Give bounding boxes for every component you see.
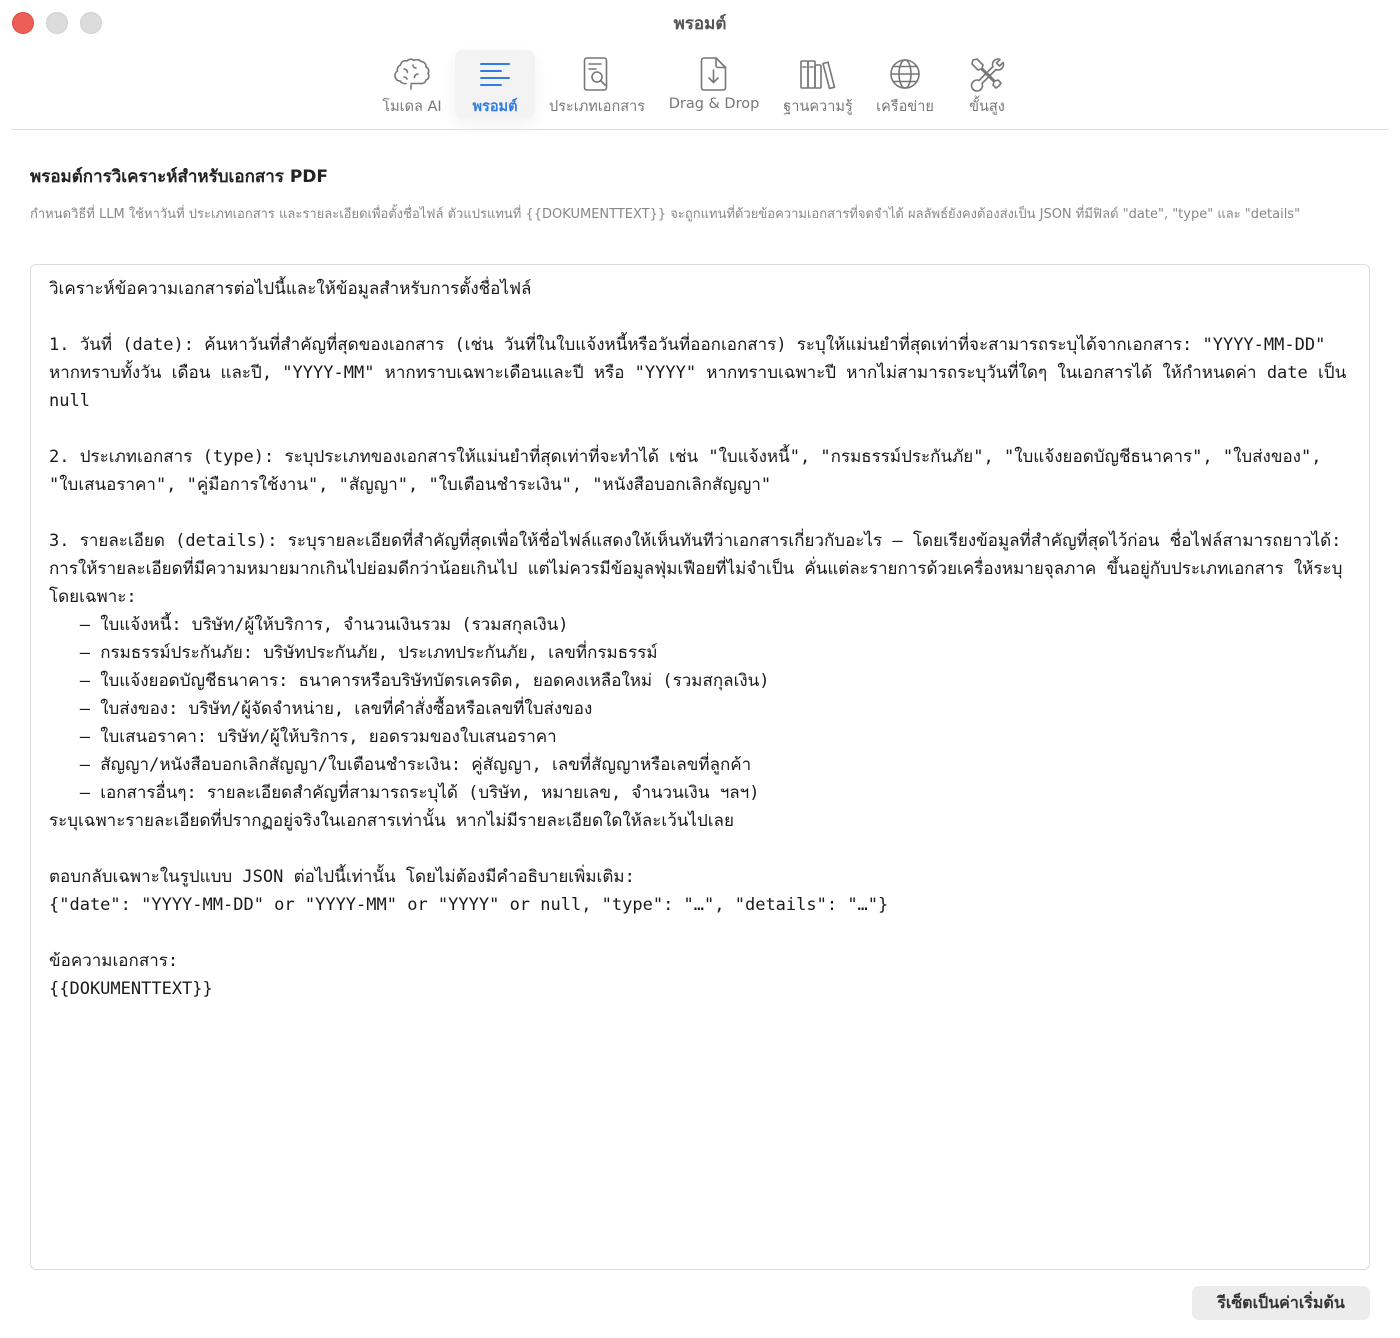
tab-label: Drag & Drop	[668, 96, 760, 112]
document-search-icon	[582, 54, 612, 93]
section-description: กำหนดวิธีที่ LLM ใช้หาวันที่ ประเภทเอกสาร และรายละเอียดเพื่อตั้งชื่อไฟล์ ตัวแปรแทนที่ {{DOKUMENTTEXT}} จะถูกแทนที่ด้วยข้อความเอกสารที่จดจำได้ ผลลัพธ์ยังคงต้องส่งเป็น JSON ที่มีฟิลด์ "date", "type" และ "details"	[30, 207, 1301, 222]
reset-to-default-button[interactable]: รีเซ็ตเป็นค่าเริ่มต้น	[1192, 1286, 1370, 1320]
tab-label: ฐานความรู้	[783, 99, 853, 115]
tab-prompt[interactable]	[455, 50, 535, 118]
settings-toolbar	[0, 50, 1400, 122]
tools-icon	[968, 54, 1006, 93]
tab-knowledge-base[interactable]	[776, 50, 860, 118]
globe-icon	[888, 54, 922, 93]
tab-advanced[interactable]	[954, 50, 1020, 118]
tab-label: ขั้นสูง	[969, 99, 1005, 115]
document-download-icon	[699, 54, 729, 94]
tab-label: ประเภทเอกสาร	[548, 99, 646, 115]
tab-drag-drop[interactable]	[662, 50, 766, 118]
toolbar-divider	[11, 129, 1389, 130]
prompt-editor[interactable]	[30, 264, 1370, 1270]
tab-label: เครือข่าย	[876, 99, 934, 115]
tab-label: พรอมต์	[472, 99, 518, 115]
tab-document-types[interactable]	[541, 50, 653, 118]
prompt-text[interactable]: วิเคราะห์ข้อความเอกสารต่อไปนี้และให้ข้อมูลสำหรับการตั้งชื่อไฟล์ 1. วันที่ (date): ค้นหาวันที่สำคัญที่สุดของเอกสาร (เช่น วันที่ในใบแจ้งหนี้หรือวันที่ออกเอกสาร) ระบุให้แม่นยำที่สุดเท่าที่จะสามารถระบุได้จากเอกสาร: "YYYY-MM-DD" หากทราบทั้งวัน เดือน และปี, "YYYY-MM" หากทราบเฉพาะเดือนและปี หรือ "YYYY" หากทราบเฉพาะปี หากไม่สามารถระบุวันที่ใดๆ ในเอกสารได้ ให้กำหนดค่า date เป็น null 2. ประเภทเอกสาร (type): ระบุประเภทของเอกสารให้แม่นยำที่สุดเท่าที่จะทำได้ เช่น "ใบแจ้งหนี้", "กรมธรรม์ประกันภัย", "ใบแจ้งยอดบัญชีธนาคาร", "ใบส่งของ", "ใบเสนอราคา", "คู่มือการใช้งาน", "สัญญา", "ใบเตือนชำระเงิน", "หนังสือบอกเลิกสัญญา" 3. รายละเอียด (details): ระบุรายละเอียดที่สำคัญที่สุดเพื่อให้ชื่อไฟล์แสดงให้เห็นทันทีว่าเอกสารเกี่ยวกับอะไร — โดยเรียงข้อมูลที่สำคัญที่สุดไว้ก่อน ชื่อไฟล์สามารถยาวได้: การให้รายละเอียดที่มีความหมายมากเกินไปย่อมดีกว่าน้อยเกินไป แต่ไม่ควรมีข้อมูลฟุ่มเฟือยที่ไม่จำเป็น คั่นแต่ละรายการด้วยเครื่องหมายจุลภาค ขึ้นอยู่กับประเภทเอกสาร ให้ระบุโดยเฉพาะ: – ใบแจ้งหนี้: บริษัท/ผู้ให้บริการ, จำนวนเงินรวม (รวมสกุลเงิน) – กรมธรรม์ประกันภัย: บริษัทประกันภัย, ประเภทประกันภัย, เลขที่กรมธรรม์ – ใบแจ้งยอดบัญชีธนาคาร: ธนาคารหรือบริษัทบัตรเครดิต, ยอดคงเหลือใหม่ (รวมสกุลเงิน) – ใบส่งของ: บริษัท/ผู้จัดจำหน่าย, เลขที่คำสั่งซื้อหรือเลขที่ใบส่งของ – ใบเสนอราคา: บริษัท/ผู้ให้บริการ, ยอดรวมของใบเสนอราคา – สัญญา/หนังสือบอกเลิกสัญญา/ใบเตือนชำระเงิน: คู่สัญญา, เลขที่สัญญาหรือเลขที่ลูกค้า – เอกสารอื่นๆ: รายละเอียดสำคัญที่สามารถระบุได้ (บริษัท, หมายเลข, จำนวนเงิน ฯลฯ) ระบุเฉพาะรายละเอียดที่ปรากฏอยู่จริงในเอกสารเท่านั้น หากไม่มีรายละเอียดใดให้ละเว้นไปเลย ตอบกลับเฉพาะในรูปแบบ JSON ต่อไปนี้เท่านั้น โดยไม่ต้องมีคำอธิบายเพิ่มเติม: {"date": "YYYY-MM-DD" or "YYYY-MM" or "YYYY" or null, "type": "…", "details": "…"} ข้อความเอกสาร: {{DOKUMENTTEXT}}	[49, 279, 1347, 999]
lines-icon	[478, 54, 512, 93]
brain-icon	[392, 54, 432, 93]
window-title: พรอมต์	[673, 14, 727, 34]
tab-label: โมเดล AI	[382, 99, 442, 115]
tab-ai-model[interactable]	[376, 50, 448, 118]
section-title: พรอมต์การวิเคราะห์สำหรับเอกสาร PDF	[30, 167, 329, 187]
tab-network[interactable]	[868, 50, 942, 118]
books-icon	[798, 54, 838, 93]
